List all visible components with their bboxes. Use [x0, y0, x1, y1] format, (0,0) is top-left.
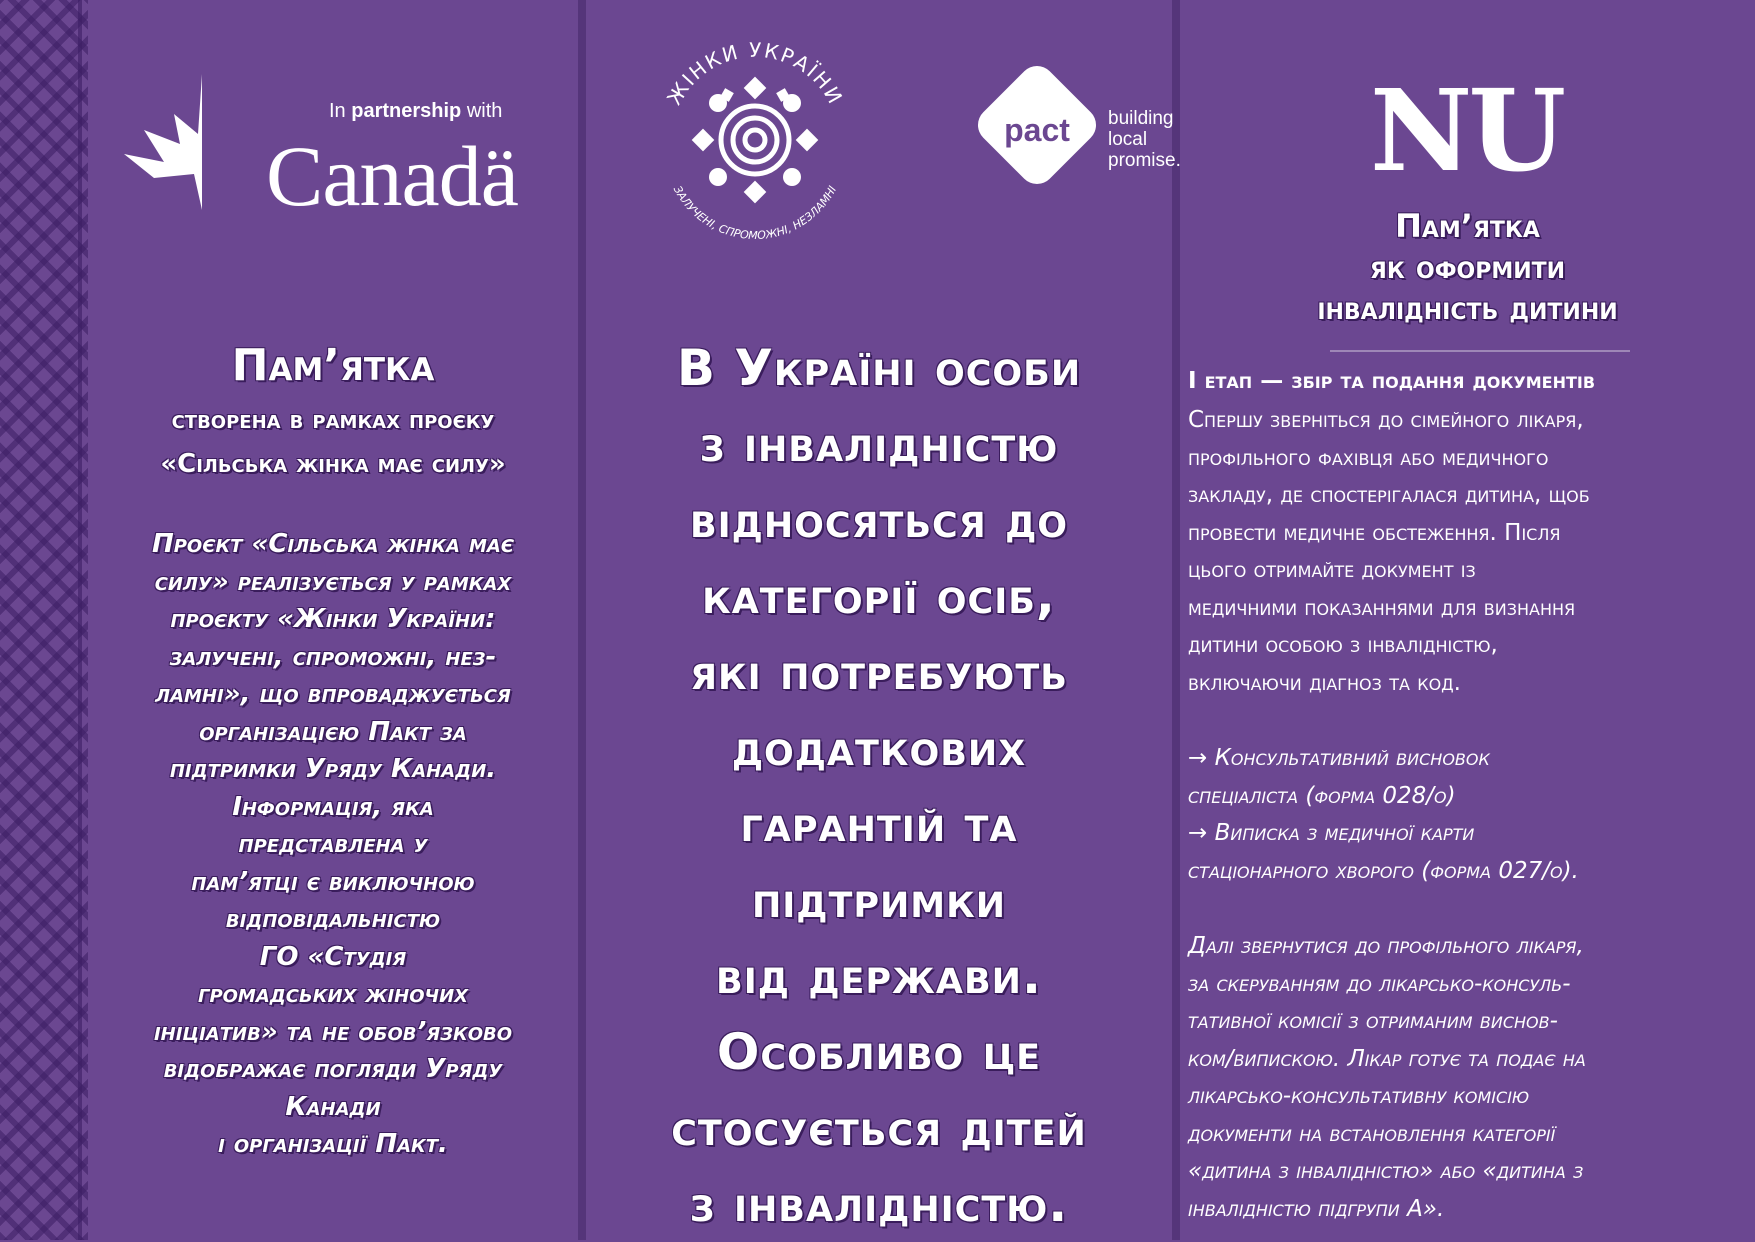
left-subtitle: створена в рамках проєку «Сільська жінка має силу»	[160, 405, 506, 479]
left-panel	[88, 0, 578, 1240]
stage-heading: І етап — збір та подання документів	[1188, 368, 1596, 394]
stage-paragraph-1: Спершу зверніться до сімейного лікаря, профільного фахівця або медичного закладу, де спостерігалася дитина, щоб провести медичне обстеження. Після цього отримайте документ із медичними показаннями для визнання дитини особою з інвалідністю, включаючи діагноз та код.	[1188, 407, 1590, 696]
canada-wordmark: Canadä	[266, 128, 518, 224]
middle-panel	[586, 0, 1181, 1240]
partnership-text: In partnership with	[329, 100, 503, 122]
nu-logo	[1366, 66, 1566, 196]
right-title: Пам’ятка як оформити інвалідність дитини	[1317, 207, 1618, 327]
pact-tagline: building local promise.	[1108, 108, 1181, 171]
stage-paragraph-2: Далі звернутися до профільного лікаря, за скеруванням до лікарсько-консуль- тативної комісії з отриманим виснов- ком/випискою. Лікар готує та подає на лікарсько-консультативну комісію документи на встановлення категорії «дитина з інвалідністю» або «дитина з інвалідністю підгрупи А».	[1188, 933, 1586, 1222]
right-panel	[1180, 0, 1755, 1240]
left-body: Проєкт «Сільська жінка має силу» реалізується у рамках проєкту «Жінки України: залучені, спроможні, нез- ламні», що впроваджується організацією Пакт за підтримки Уряду Канади. Інформація, яка представлена у пам’ятці є виключною відповідальністю ГО «Студія громадських жіночих ініціатив» та не обов’язково відображає погляди Уряду Канади і організації Пакт.	[151, 529, 515, 1159]
women-of-ukraine-logo	[650, 30, 860, 250]
pact-logo	[976, 72, 1181, 212]
maple-leaf-icon	[124, 74, 212, 210]
svg-text:ЖІНКИ УКРАЇНИ: ЖІНКИ УКРАЇНИ	[662, 37, 849, 110]
nu-letters: NU	[1369, 66, 1563, 197]
svg-text:ЗАЛУЧЕНІ, СПРОМОЖНІ, НЕЗЛАМНІ: ЗАЛУЧЕНІ, СПРОМОЖНІ, НЕЗЛАМНІ	[670, 183, 840, 243]
canada-logo	[124, 70, 544, 224]
pact-wordmark: pact	[1004, 112, 1070, 148]
column-divider-left	[578, 0, 586, 1240]
left-title: Пам’ятка	[231, 340, 435, 391]
middle-statement: В Україні особи з інвалідністю відносяться до категорії осіб, які потребують додаткових гарантій та підтримки від держави. Особливо це стосується дітей з інвалідністю.	[671, 339, 1087, 1233]
title-divider	[1330, 350, 1630, 352]
documents-list: → Консультативний висновок спеціаліста (форма 028/о) → Виписка з медичної карти стаціонарного хворого (форма 027/о).	[1188, 745, 1579, 884]
ornament-strip	[0, 0, 88, 1240]
